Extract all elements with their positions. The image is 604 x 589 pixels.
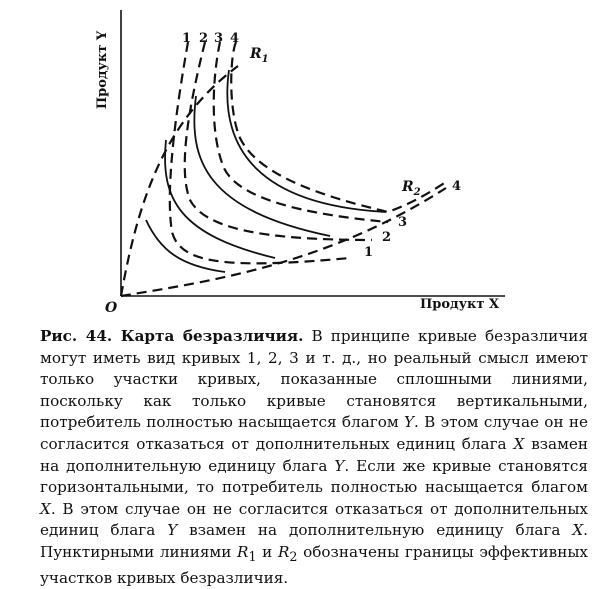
curve-label-top-4: 4 [230,31,240,46]
caption-var: X [513,434,525,453]
caption-text: взамен на дополнительную единицу блага [177,521,573,540]
caption-var: R [277,542,290,561]
curve-label-top-3: 3 [214,31,224,46]
indifference-curve-1-solid [146,220,225,272]
curve-label-top-2: 2 [199,31,209,46]
caption-text: . В этом случае он не согласится отказаться от дополнительных единиц блага [40,499,588,540]
figure-caption [40,326,588,589]
indifference-curve-3-solid [194,96,330,236]
caption-text: взамен на дополнительную единицу блага [40,434,589,475]
curve-label-bottom-2: 2 [382,230,392,245]
caption-text: . В этом случае он не согласится отказаться от дополнительных единиц блага [40,413,588,453]
caption-text: В принципе кривые безразличия могут иметь вид кривых 1, 2, 3 и т. д., но реальный смысл имеют только участки кривых, показанные сплошными линиями, поскольку как только кривые становятся вертикальными, потребитель полностью насыщается благом [40,327,589,432]
caption-subscript: 2 [289,548,298,564]
indifference-curve-4-solid [227,70,386,212]
caption-text: и [256,542,278,561]
caption-var: X [40,499,51,518]
indifference-curve-2-dashed [185,42,372,240]
caption-text: обозначены границы эффективных участков кривых безразличия. [40,542,588,587]
indifference-curve-3-dashed [214,42,388,222]
caption-text: . Пунктирными линиями [40,521,588,561]
origin-label: O [105,300,118,316]
caption-var: R [237,542,249,561]
curve-label-bottom-4: 4 [452,179,462,194]
x-axis-label: Продукт X [420,297,500,312]
caption-title: Рис. 44. Карта безразличия. [40,327,304,345]
y-axis-label: Продукт Y [95,30,110,110]
caption-var: Y [334,456,345,475]
caption-var: Y [167,521,178,540]
caption-text: . Если же кривые становятся горизонтальными, то потребитель полностью насыщается благом [40,456,588,497]
caption-var: Y [403,413,415,432]
caption-subscript: 1 [248,548,257,564]
ridge-label-r2: $R_2$ [402,179,421,198]
curve-label-bottom-1: 1 [364,245,374,260]
curve-label-bottom-3: 3 [398,215,408,230]
ridge-line-r1 [121,66,238,296]
ridge-label-r1: $R_1$ [250,46,269,65]
curve-label-top-1: 1 [182,31,192,46]
caption-var: X [572,521,584,540]
